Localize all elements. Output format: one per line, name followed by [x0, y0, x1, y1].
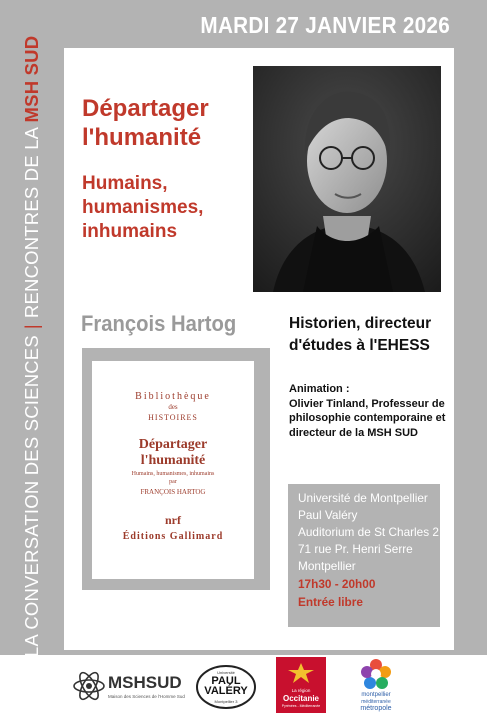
speaker-portrait	[253, 66, 441, 292]
univ-top: Université	[217, 670, 235, 675]
book-collection-name: HISTOIRES	[148, 413, 198, 422]
book-cover	[92, 361, 254, 579]
book-imprint: nrf	[165, 513, 181, 527]
region-sub: Pyrénées - Méditerranée	[281, 704, 321, 708]
metro-line-1: montpellier	[361, 692, 391, 698]
paul-valery-logo	[195, 663, 257, 711]
book-subtitle: Humains, humanismes, inhumains	[131, 471, 215, 477]
univ-main-1: PAUL	[211, 675, 241, 687]
book-publisher: Éditions Gallimard	[122, 531, 224, 542]
series-msh: MSH SUD	[21, 35, 42, 123]
subtitle-line-1: Humains,	[82, 173, 168, 194]
venue-line-3: Auditorium de St Charles 2	[298, 525, 439, 539]
event-date: MARDI 27 JANVIER 2026	[200, 12, 450, 38]
book-title-line-2: l'humanité	[140, 453, 206, 468]
animation-line-3: directeur de la MSH SUD	[289, 426, 418, 439]
region-main: Occitanie	[282, 694, 319, 703]
book-title-line-1: Départager	[138, 437, 208, 452]
venue-line-4: 71 rue Pr. Henri Serre	[298, 542, 413, 556]
occitan-cross-icon	[286, 661, 316, 685]
msh-logo-text: MSHSUD	[108, 673, 182, 692]
venue-line-1: Université de Montpellier	[298, 491, 428, 505]
title-line-1: Départager	[82, 95, 209, 122]
subtitle-line-3: inhumains	[82, 221, 178, 242]
venue-time: 17h30 - 20h00	[298, 577, 376, 591]
speaker-role	[289, 313, 459, 357]
book-collection-des: des	[168, 403, 178, 411]
speaker-name: François Hartog	[81, 311, 237, 336]
role-line-2: d'études à l'EHESS	[289, 337, 430, 354]
flower-icon	[359, 657, 393, 691]
msh-logo-sub: Maison des Sciences de l'Homme Sud	[108, 694, 185, 699]
metro-line-3: métropole	[360, 705, 392, 712]
partner-logos	[0, 655, 487, 720]
montpellier-metropole-logo	[346, 657, 406, 715]
subtitle-line-2: humanismes,	[82, 197, 204, 218]
animation-line-1: Olivier Tinland, Professeur de	[289, 397, 445, 410]
msh-sud-logo	[72, 667, 185, 707]
univ-main-2: VALÉRY	[204, 685, 248, 697]
animation-info	[289, 382, 449, 440]
animation-label: Animation :	[289, 383, 350, 395]
series-name: LA CONVERSATION DES SCIENCES	[21, 335, 42, 657]
venue-line-2: Paul Valéry	[298, 508, 358, 522]
venue-line-5: Montpellier	[298, 559, 356, 573]
metro-line-2: méditerranée	[361, 699, 391, 705]
venue-box	[288, 484, 440, 627]
univ-sub: Montpellier 3	[214, 699, 238, 704]
role-line-1: Historien, directeur	[289, 315, 432, 332]
book-collection: Bibliothèque	[135, 391, 211, 402]
region-occitanie-logo	[276, 657, 326, 713]
region-top: La région	[291, 688, 311, 693]
series-subtitle: RENCONTRES DE LA	[21, 127, 42, 319]
venue-entry: Entrée libre	[298, 595, 363, 609]
book-par: par	[169, 479, 177, 485]
event-subtitle	[82, 172, 242, 244]
event-title	[82, 94, 209, 152]
animation-line-2: philosophie contemporaine et	[289, 412, 446, 424]
title-line-2: l'humanité	[82, 124, 202, 151]
series-separator: |	[21, 324, 42, 330]
book-author: FRANÇOIS HARTOG	[140, 488, 206, 496]
atom-icon	[72, 669, 106, 703]
series-banner	[21, 36, 43, 657]
